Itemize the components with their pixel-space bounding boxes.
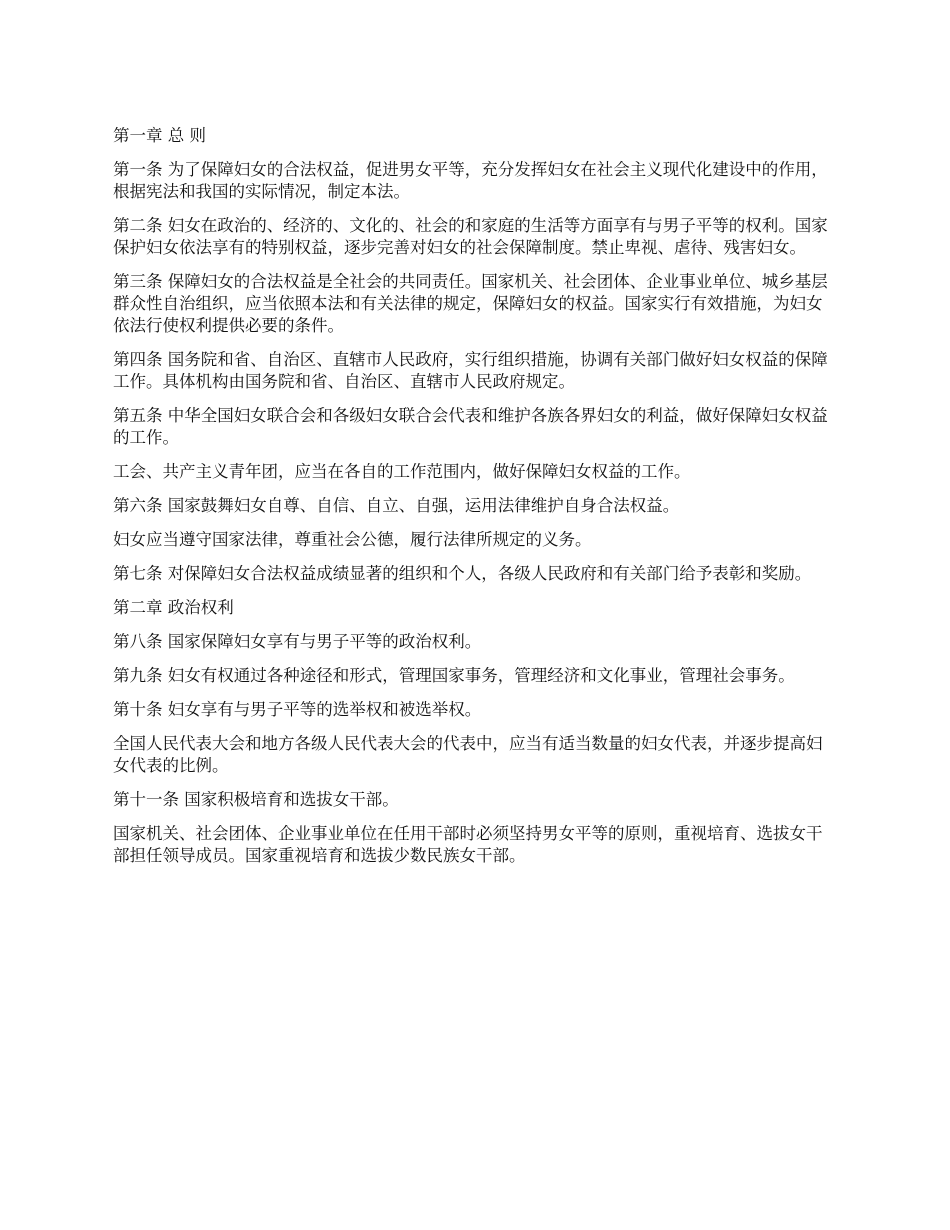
article-paragraph: 第六条 国家鼓舞妇女自尊、自信、自立、自强，运用法律维护自身合法权益。 (113, 496, 680, 515)
document-body (113, 125, 838, 879)
chapter-heading: 第一章 总 则 (113, 126, 206, 145)
article-paragraph: 第一条 为了保障妇女的合法权益，促进男女平等，充分发挥妇女在社会主义现代化建设中的作用，根据宪法和我国的实际情况，制定本法。 (113, 160, 828, 201)
article-paragraph: 国家机关、社会团体、企业事业单位在任用干部时必须坚持男女平等的原则，重视培育、选拔女干部担任领导成员。国家重视培育和选拔少数民族女干部。 (113, 824, 823, 865)
article-paragraph: 第七条 对保障妇女合法权益成绩显著的组织和个人，各级人民政府和有关部门给予表彰和奖励。 (113, 564, 812, 583)
article-paragraph: 第十条 妇女享有与男子平等的选举权和被选举权。 (113, 700, 482, 719)
article-paragraph: 第四条 国务院和省、自治区、直辖市人民政府，实行组织措施，协调有关部门做好妇女权益的保障工作。具体机构由国务院和省、自治区、直辖市人民政府规定。 (113, 350, 828, 391)
article-paragraph: 第三条 保障妇女的合法权益是全社会的共同责任。国家机关、社会团体、企业事业单位、城乡基层群众性自治组织，应当依照本法和有关法律的规定，保障妇女的权益。国家实行有效措施，为妇女依法行使权利提供必要的条件。 (113, 272, 828, 335)
article-paragraph: 第五条 中华全国妇女联合会和各级妇女联合会代表和维护各族各界妇女的利益，做好保障妇女权益的工作。 (113, 406, 828, 447)
article-paragraph: 全国人民代表大会和地方各级人民代表大会的代表中，应当有适当数量的妇女代表，并逐步提高妇女代表的比例。 (113, 734, 823, 775)
chapter-heading: 第二章 政治权利 (113, 598, 234, 617)
article-paragraph: 妇女应当遵守国家法律，尊重社会公德，履行法律所规定的义务。 (113, 530, 592, 549)
article-paragraph: 工会、共产主义青年团，应当在各自的工作范围内，做好保障妇女权益的工作。 (113, 462, 691, 481)
article-paragraph: 第十一条 国家积极培育和选拔女干部。 (113, 790, 399, 809)
article-paragraph: 第八条 国家保障妇女享有与男子平等的政治权利。 (113, 632, 482, 651)
article-paragraph: 第二条 妇女在政治的、经济的、文化的、社会的和家庭的生活等方面享有与男子平等的权利。国家保护妇女依法享有的特别权益，逐步完善对妇女的社会保障制度。禁止卑视、虐待、残害妇女。 (113, 216, 828, 257)
article-paragraph: 第九条 妇女有权通过各种途径和形式，管理国家事务，管理经济和文化事业，管理社会事务。 (113, 666, 795, 685)
